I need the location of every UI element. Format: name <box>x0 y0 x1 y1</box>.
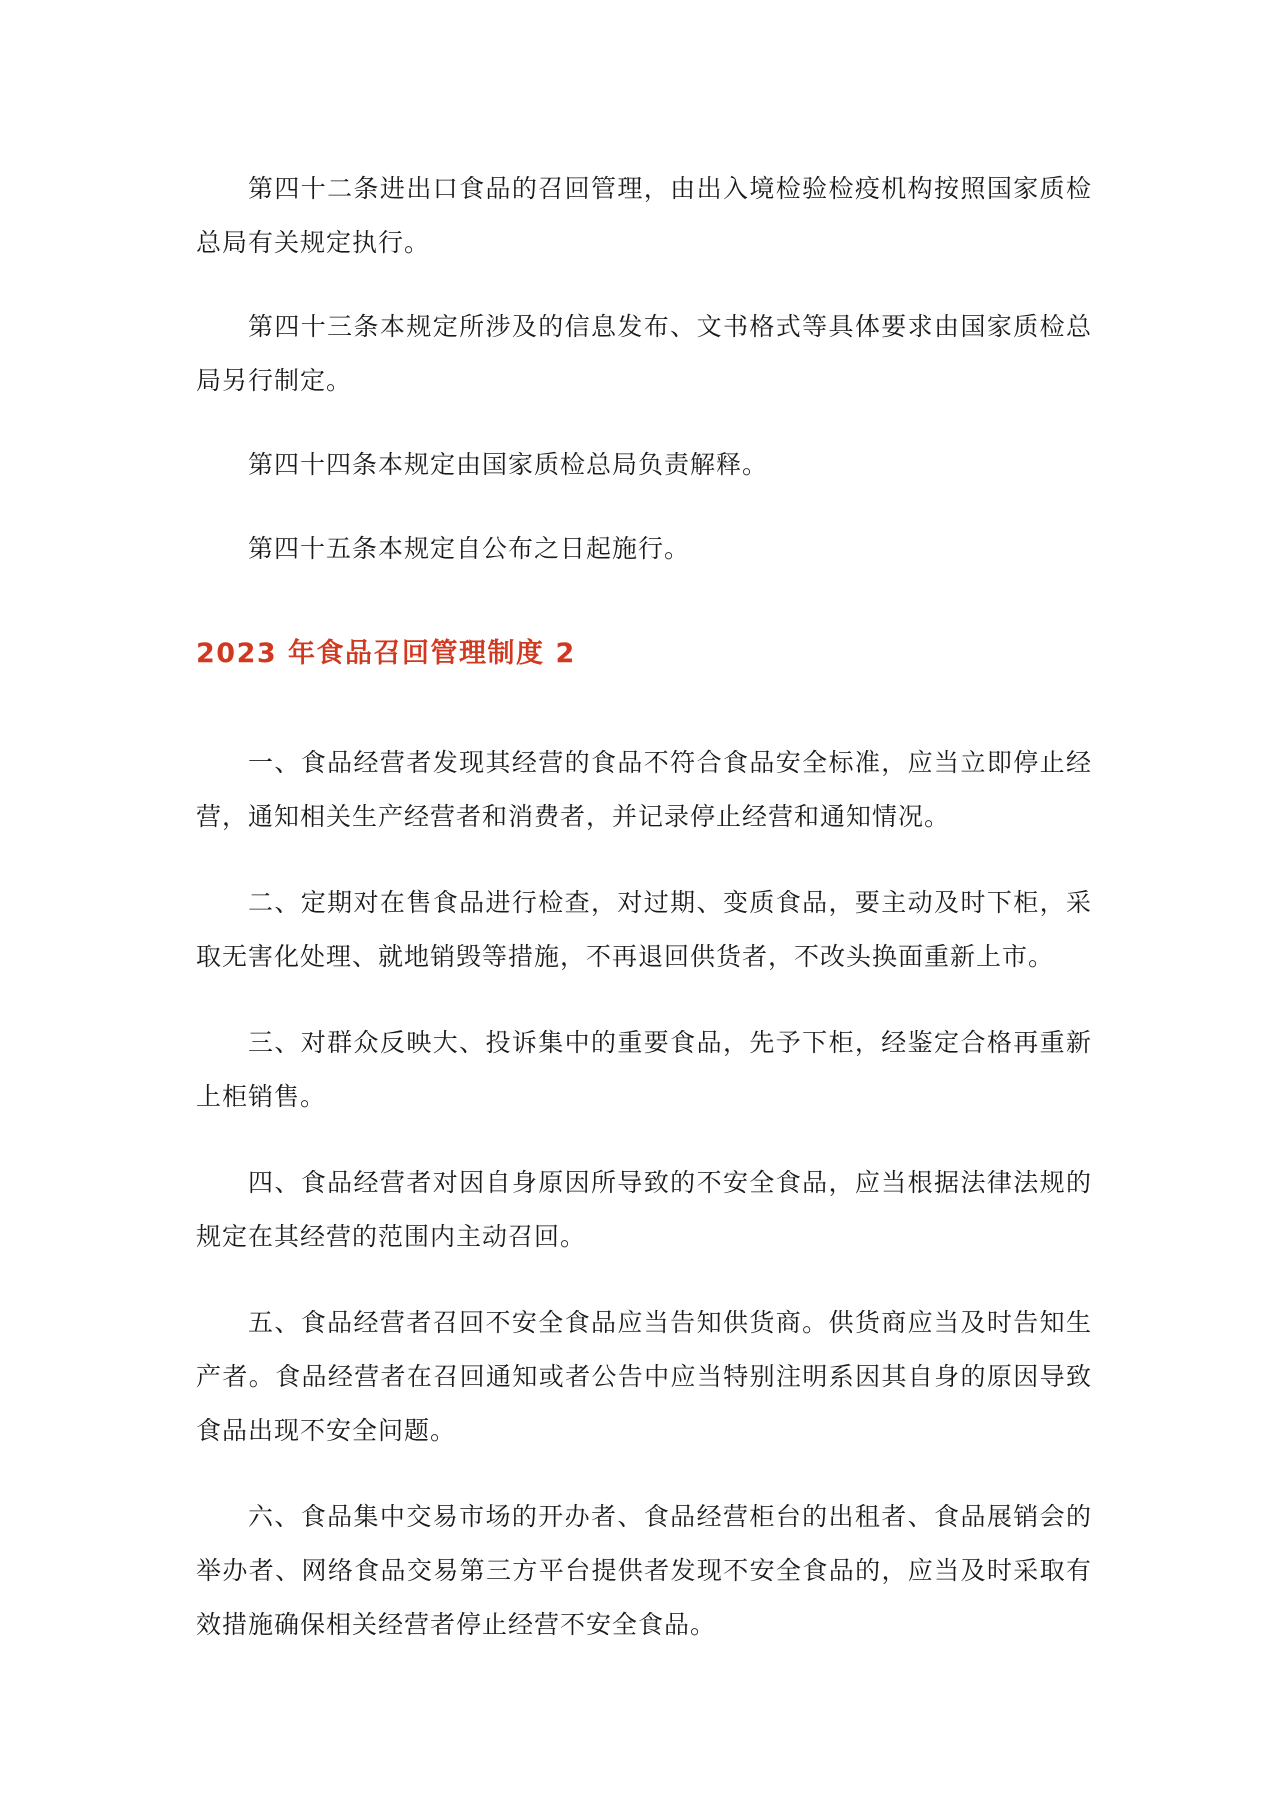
article-45-paragraph: 第四十五条本规定自公布之日起施行。 <box>248 534 691 563</box>
rule-4-paragraph: 四、食品经营者对因自身原因所导致的不安全食品，应当根据法律法规的规定在其经营的范围内主动召回。 <box>196 1168 1092 1251</box>
rule-2-paragraph: 二、定期对在售食品进行检查，对过期、变质食品，要主动及时下柜，采取无害化处理、就地销毁等措施，不再退回供货者，不改头换面重新上市。 <box>196 888 1092 971</box>
rule-6-paragraph: 六、食品集中交易市场的开办者、食品经营柜台的出租者、食品展销会的举办者、网络食品交易第三方平台提供者发现不安全食品的，应当及时采取有效措施确保相关经营者停止经营不安全食品。 <box>196 1502 1092 1639</box>
document-body <box>196 162 1092 1684</box>
section-heading: 2023 年食品召回管理制度 2 <box>196 638 576 669</box>
recall-rules-section <box>196 736 1092 1652</box>
article-43-paragraph: 第四十三条本规定所涉及的信息发布、文书格式等具体要求由国家质检总局另行制定。 <box>196 312 1092 395</box>
regulation-articles-section <box>196 162 1092 576</box>
rule-1-paragraph: 一、食品经营者发现其经营的食品不符合食品安全标准，应当立即停止经营，通知相关生产经营者和消费者，并记录停止经营和通知情况。 <box>196 748 1092 831</box>
rule-3-paragraph: 三、对群众反映大、投诉集中的重要食品，先予下柜，经鉴定合格再重新上柜销售。 <box>196 1028 1092 1111</box>
article-42-paragraph: 第四十二条进出口食品的召回管理，由出入境检验检疫机构按照国家质检总局有关规定执行。 <box>196 174 1092 257</box>
rule-5-paragraph: 五、食品经营者召回不安全食品应当告知供货商。供货商应当及时告知生产者。食品经营者在召回通知或者公告中应当特别注明系因其自身的原因导致食品出现不安全问题。 <box>196 1308 1092 1445</box>
article-44-paragraph: 第四十四条本规定由国家质检总局负责解释。 <box>248 450 769 479</box>
